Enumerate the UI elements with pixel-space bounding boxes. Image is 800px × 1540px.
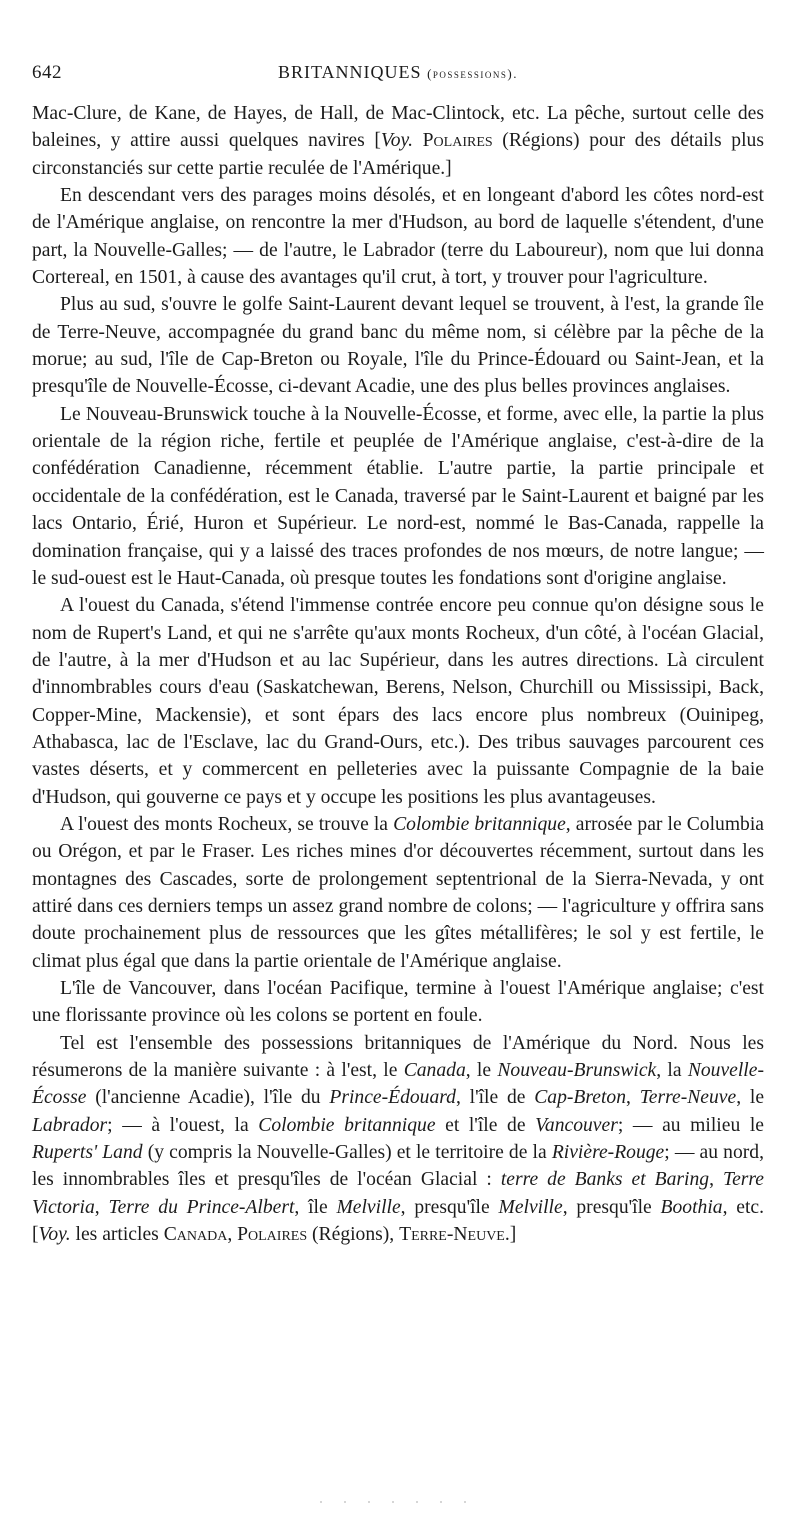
italic-text: Melville: [498, 1196, 563, 1218]
italic-text: Ruperts' Land: [32, 1142, 143, 1164]
text-run: En descendant vers des parages moins désolés, et en longeant d'abord les côtes nord-est de l'Amérique anglaise, on rencontre la mer d'Hudson, au bord de laquelle s'étendent, d'une part, la Nouvelle-Galles; — de l'autre, le Labrador (terre du Laboureur), nom que lui donna Cortereal, en 1501, à cause des avantages qu'il crut, à tort, y trouver pour l'agriculture.: [32, 185, 764, 289]
running-head-subtitle: (possessions).: [427, 66, 518, 81]
text-run: (l'ancienne Acadie), l'île du: [86, 1087, 330, 1109]
italic-text: Rivière-Rouge: [551, 1142, 665, 1164]
text-run: Le Nouveau-Brunswick touche à la Nouvelle-Écosse, et forme, avec elle, la partie la plus orientale de la région riche, fertile et peuplée de l'Amérique anglaise, c'est-à-dire de la confédération Canadienne, récemment établie. L'autre partie, la partie principale et occidentale de la confédération, est le Canada, traversé par le Saint-Laurent et baigné par les lacs Ontario, Érié, Huron et Supérieur. Le nord-est, nommé le Bas-Canada, rappelle la domination française, qui y a laissé des traces profondes de nos mœurs, de notre langue; — le sud-ouest est le Haut-Canada, où presque toutes les fondations sont d'origine anglaise.: [32, 403, 764, 589]
text-run: ,: [227, 1224, 238, 1246]
paragraph: [32, 291, 764, 400]
italic-text: Melville: [336, 1196, 401, 1218]
small-caps-text: Polaires: [422, 130, 493, 152]
paragraph: [32, 811, 764, 975]
text-run: (Régions),: [307, 1224, 400, 1246]
italic-text: Nouveau-Brunswick: [497, 1060, 657, 1082]
italic-text: Prince-Édouard: [329, 1087, 456, 1109]
italic-text: Terre-Neuve: [639, 1087, 737, 1109]
text-run: les articles: [70, 1224, 164, 1246]
italic-text: Voy.: [38, 1224, 71, 1246]
running-head-title: BRITANNIQUES: [278, 62, 422, 82]
italic-text: Voy.: [380, 130, 414, 152]
small-caps-text: Canada: [163, 1224, 228, 1246]
text-run: A l'ouest du Canada, s'étend l'immense contrée encore peu connue qu'on désigne sous le nom de Rupert's Land, et qui ne s'arrête qu'aux monts Rocheux, d'un côté, à l'océan Glacial, de l'autre, à la mer d'Hudson et au lac Supérieur, dans les autres directions. Là circulent d'innombrables cours d'eau (Saskatchewan, Berens, Nelson, Churchill ou Mississipi, Back, Copper-Mine, Mackensie), et sont épars des lacs encore plus nombreux (Ouinipeg, Athabasca, lac de l'Esclave, lac du Grand-Ours, etc.). Des tribus sauvages parcourent ces vastes déserts, et y commercent en pelleteries avec la puissante Compagnie de la baie d'Hudson, qui gouverne ce pays et y occupe les positions les plus avantageuses.: [32, 595, 764, 808]
text-run: ,: [709, 1169, 723, 1191]
text-run: (Régions) pour des détails plus circonstanciés sur cette partie reculée de l'Amérique.]: [32, 130, 764, 179]
text-run: et l'île de: [435, 1114, 536, 1136]
paragraph: [32, 401, 764, 592]
text-run: ,: [94, 1196, 109, 1218]
italic-text: Terre Victoria: [32, 1169, 764, 1218]
paragraph: [32, 100, 764, 182]
small-caps-text: Polaires: [237, 1224, 308, 1246]
page-number: 642: [32, 62, 62, 83]
text-run: , arrosée par le Columbia ou Orégon, et par le Fraser. Les riches mines d'or découvertes récemment, surtout dans les montagnes des Cascades, sorte de prolongement septentrional de la Sierra-Nevada, y ont attiré dans ces derniers temps un assez grand nombre de colons; — l'agriculture y offrira sans doute prochainement plus de ressources que les gîtes métallifères; le sol y est fertile, le climat plus égal que dans la partie orientale de l'Amérique anglaise.: [32, 813, 764, 972]
text-run: , presqu'île: [400, 1196, 499, 1218]
text-run: Plus au sud, s'ouvre le golfe Saint-Laurent devant lequel se trouvent, à l'est, la grande île de Terre-Neuve, accompagnée du grand banc du même nom, si célèbre par la pêche de la morue; au sud, l'île de Cap-Breton ou Royale, l'île du Prince-Édouard ou Saint-Jean, et la presqu'île de Nouvelle-Écosse, ci-devant Acadie, une des plus belles provinces anglaises.: [32, 294, 764, 398]
text-run: , la: [656, 1060, 688, 1082]
text-run: [413, 130, 423, 151]
italic-text: Cap-Breton: [534, 1087, 627, 1109]
text-run: Tel est l'ensemble des possessions britanniques de l'Amérique du Nord. Nous les résumerons de la manière suivante : à l'est, le: [32, 1032, 764, 1082]
paragraph: [32, 1030, 764, 1249]
text-run: ; — au milieu le: [617, 1114, 764, 1136]
text-run: Mac-Clure, de Kane, de Hayes, de Hall, de Mac-Clintock, etc. La pêche, surtout celle des baleines, y attire aussi quelques navires [: [32, 103, 764, 152]
italic-text: Nouvelle-Écosse: [32, 1060, 764, 1109]
text-run: A l'ouest des monts Rocheux, se trouve la: [60, 813, 394, 835]
small-caps-text: Terre-Neuve: [399, 1224, 505, 1246]
text-run: ; — à l'ouest, la: [107, 1114, 259, 1136]
text-run: ,: [626, 1087, 640, 1109]
text-run: L'île de Vancouver, dans l'océan Pacifique, termine à l'ouest l'Amérique anglaise; c'est une florissante province où les colons se portent en foule.: [32, 978, 764, 1027]
page-header: [32, 62, 764, 92]
text-run: .]: [504, 1224, 517, 1246]
text-run: (y compris la Nouvelle-Galles) et le territoire de la: [142, 1142, 552, 1164]
italic-text: Labrador: [32, 1114, 108, 1136]
italic-text: Colombie britannique: [393, 813, 566, 835]
bottom-ornament: [320, 1500, 480, 1504]
text-run: , l'île de: [455, 1087, 535, 1109]
article-body: [32, 100, 764, 1248]
italic-text: Colombie britannique: [258, 1114, 436, 1136]
text-run: , presqu'île: [562, 1196, 661, 1218]
text-run: ; — au nord, les innombrables îles et presqu'îles de l'océan Glacial :: [32, 1142, 764, 1191]
italic-text: Canada: [403, 1060, 466, 1082]
italic-text: Boothia: [660, 1196, 723, 1218]
paragraph: [32, 182, 764, 291]
text-run: , le: [736, 1087, 765, 1109]
italic-text: terre de Banks et Baring: [500, 1169, 710, 1191]
paragraph: [32, 592, 764, 811]
running-head: [32, 62, 764, 83]
paragraph: [32, 975, 764, 1030]
text-run: , le: [465, 1060, 498, 1082]
italic-text: Terre du Prince-Albert: [108, 1196, 295, 1218]
text-run: , etc. [: [32, 1196, 765, 1246]
italic-text: Vancouver: [535, 1114, 618, 1136]
text-run: , île: [294, 1196, 337, 1218]
